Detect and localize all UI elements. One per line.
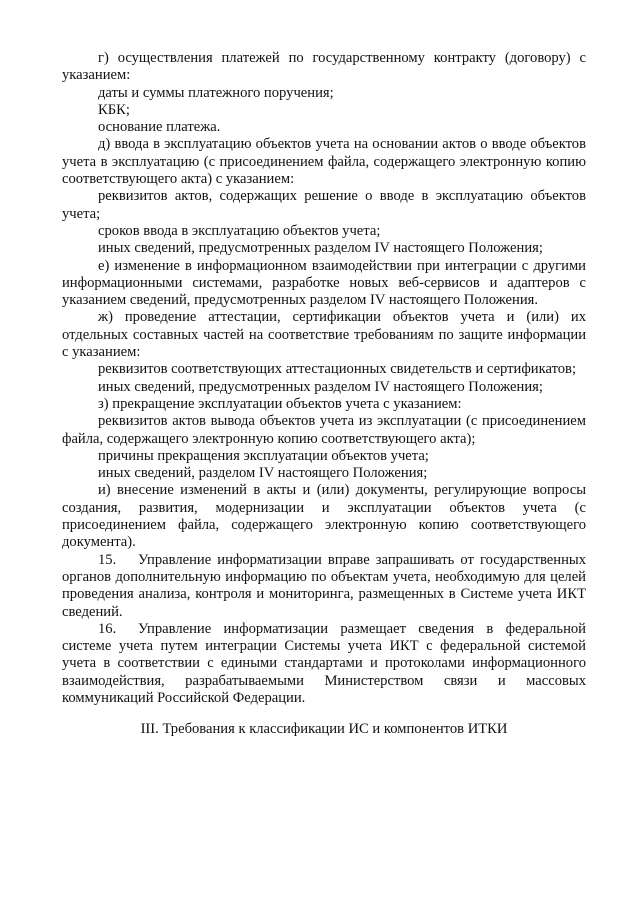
paragraph-kbk: КБК; bbox=[98, 101, 130, 118]
paragraph-zh: ж) проведение аттестации, сертификации объектов учета и (или) их отдельных составных частей на соответствие требованиям по защите информации с указанием: bbox=[62, 309, 586, 361]
paragraph-number: 15. bbox=[98, 551, 117, 568]
paragraph-e: е) изменение в информационном взаимодействии при интеграции с другими информационными системами, разработке новых веб-сервисов и адаптеров с указанием сведений, предусмотренных разделом IV настоящего Положения. bbox=[62, 257, 586, 309]
paragraph-payment-date: даты и суммы платежного поручения; bbox=[98, 84, 334, 101]
paragraph-i: и) внесение изменений в акты и (или) документы, регулирующие вопросы создания, развития, модернизации и эксплуатации объектов учета (с присоединением файла, содержащего электронную копию соответствующего документа). bbox=[62, 482, 586, 551]
paragraph-16 bbox=[62, 621, 586, 707]
paragraph-text: Управление информатизации размещает сведения в федеральной системе учета путем интеграции Системы учета ИКТ с федеральной системой учета в соответствии с едиными стандартами и протоколами информационного взаимодействия, разрабатываемыми Министерством связи и массовых коммуникаций Российской Федерации. bbox=[62, 620, 586, 706]
paragraph-decommission-reasons: причины прекращения эксплуатации объектов учета; bbox=[98, 447, 429, 464]
paragraph-text: Управление информатизации вправе запрашивать от государственных органов дополнительную информацию по объектам учета, необходимую для целей проведения анализа, контроля и мониторинга, размещенных в Системе учета ИКТ сведений. bbox=[62, 551, 586, 620]
section-heading: III. Требования к классификации ИС и компонентов ИТКИ bbox=[140, 721, 508, 738]
paragraph-payment-basis: основание платежа. bbox=[98, 119, 221, 136]
paragraph-other-info-1: иных сведений, предусмотренных разделом IV настоящего Положения; bbox=[98, 240, 543, 257]
paragraph-15 bbox=[62, 552, 586, 621]
paragraph-other-info-2: иных сведений, предусмотренных разделом IV настоящего Положения; bbox=[98, 378, 543, 395]
paragraph-certificates: реквизитов соответствующих аттестационных свидетельств и сертификатов; bbox=[98, 361, 577, 378]
document-page bbox=[62, 50, 586, 739]
paragraph-d: д) ввода в эксплуатацию объектов учета на основании актов о вводе объектов учета в эксплуатацию (с присоединением файла, содержащего электронную копию соответствующего акта) с указанием: bbox=[62, 136, 586, 188]
paragraph-number: 16. bbox=[98, 620, 117, 637]
paragraph-g: г) осуществления платежей по государственному контракту (договору) с указанием: bbox=[62, 50, 586, 84]
paragraph-decommission-acts: реквизитов актов вывода объектов учета из эксплуатации (с присоединением файла, содержащего электронную копию соответствующего акта); bbox=[62, 413, 586, 447]
paragraph-z: з) прекращение эксплуатации объектов учета с указанием: bbox=[98, 395, 462, 412]
paragraph-commission-dates: сроков ввода в эксплуатацию объектов учета; bbox=[98, 222, 381, 239]
paragraph-other-info-3: иных сведений, разделом IV настоящего Положения; bbox=[98, 465, 428, 482]
paragraph-act-details: реквизитов актов, содержащих решение о вводе в эксплуатацию объектов учета; bbox=[62, 188, 586, 222]
